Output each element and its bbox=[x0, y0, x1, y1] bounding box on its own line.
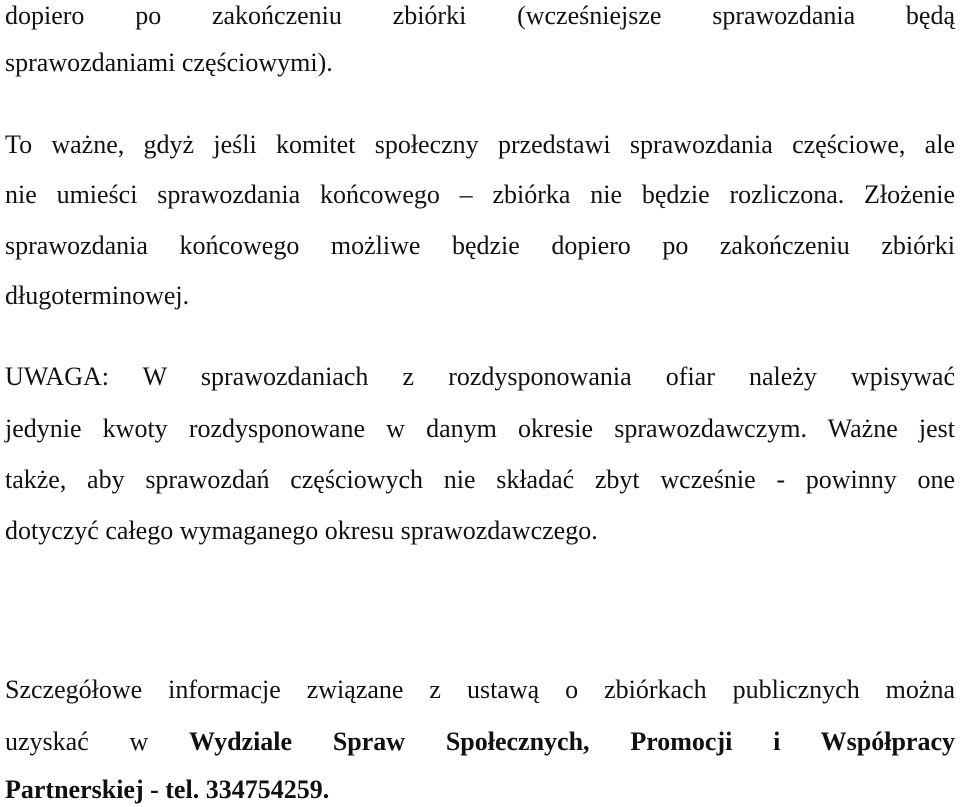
paragraph-intro-line-1: dopiero po zakończeniu zbiórki (wcześniejsze sprawozdania będą bbox=[5, 1, 955, 30]
paragraph-intro-line-2: sprawozdaniami częściowymi). bbox=[5, 48, 333, 77]
paragraph-contact-line-1: Szczegółowe informacje związane z ustawą o zbiórkach publicznych można bbox=[5, 675, 955, 704]
paragraph-warning-line-3: także, aby sprawozdań częściowych nie składać zbyt wcześnie - powinny one bbox=[5, 465, 955, 494]
paragraph-important-line-4: długoterminowej. bbox=[5, 281, 190, 310]
paragraph-warning-line-2: jedynie kwoty rozdysponowane w danym okresie sprawozdawczym. Ważne jest bbox=[5, 414, 955, 443]
paragraph-important-line-2: nie umieści sprawozdania końcowego – zbiórka nie będzie rozliczona. Złożenie bbox=[5, 180, 955, 209]
paragraph-contact-line-2 bbox=[5, 726, 955, 758]
contact-prefix: uzyskać w bbox=[5, 727, 149, 756]
paragraph-warning-line-4: dotyczyć całego wymaganego okresu sprawozdawczego. bbox=[5, 516, 598, 545]
paragraph-warning-line-1: UWAGA: W sprawozdaniach z rozdysponowania ofiar należy wpisywać bbox=[5, 362, 955, 391]
department-name-part-1: Wydziale Spraw Społecznych, Promocji i Współpracy bbox=[189, 727, 955, 756]
paragraph-important-line-3: sprawozdania końcowego możliwe będzie dopiero po zakończeniu zbiórki bbox=[5, 231, 955, 260]
paragraph-contact-line-3: Partnerskiej - tel. 334754259. bbox=[5, 775, 330, 804]
paragraph-important-line-1: To ważne, gdyż jeśli komitet społeczny przedstawi sprawozdania częściowe, ale bbox=[5, 130, 955, 159]
